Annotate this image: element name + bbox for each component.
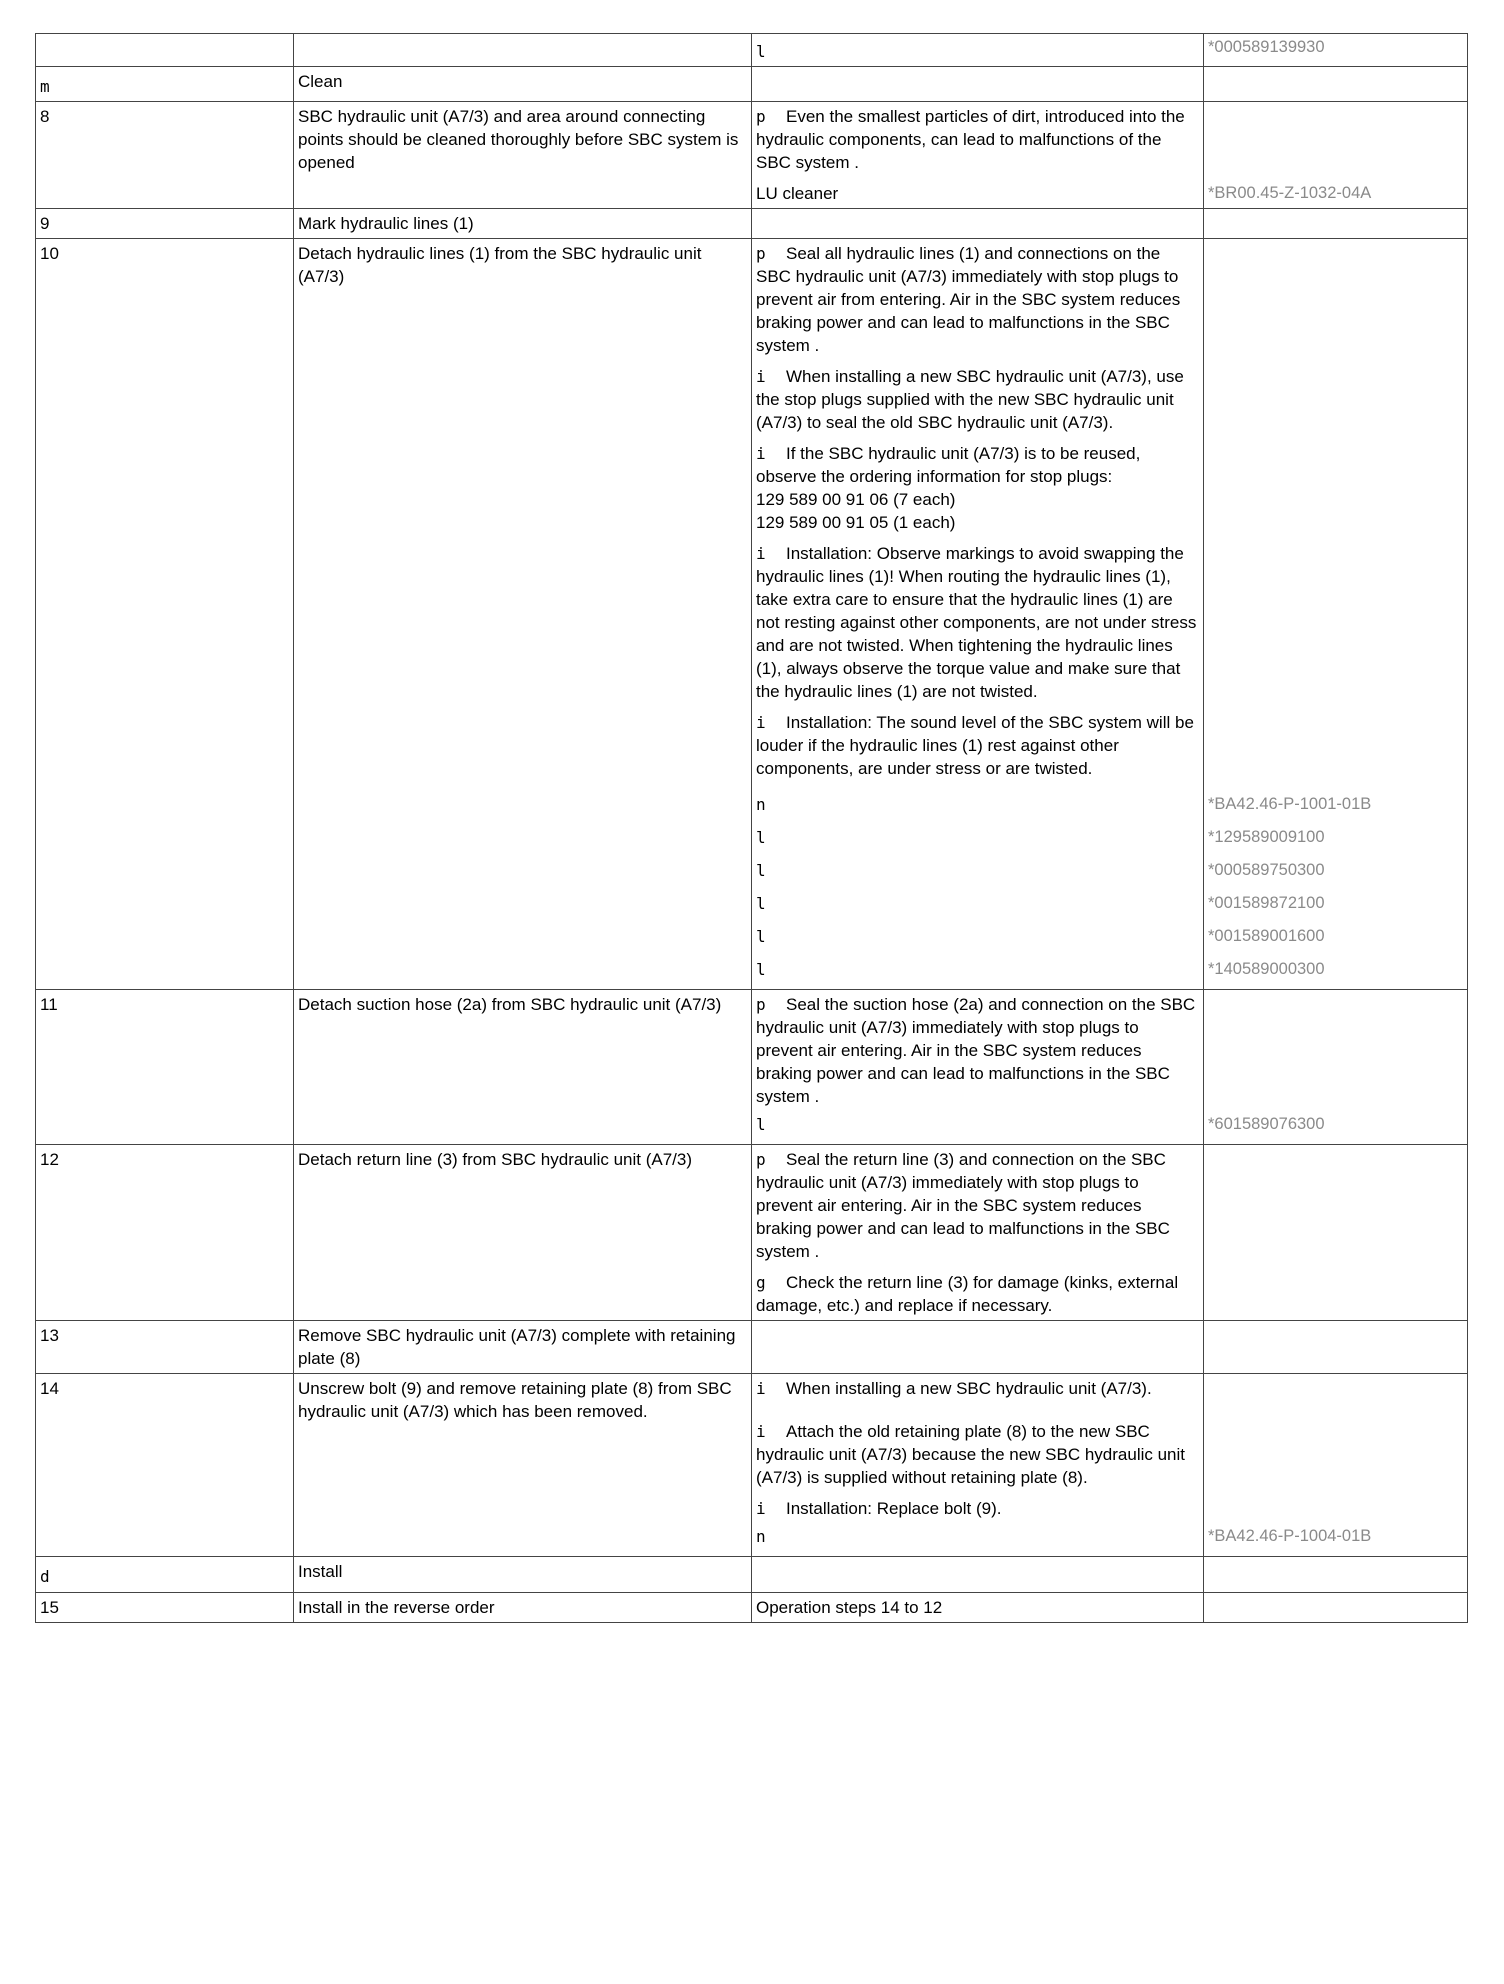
- note-paragraph: [756, 993, 1199, 1108]
- notes-cell: [752, 209, 1204, 239]
- note-symbol: i: [756, 544, 766, 563]
- tool-symbol: l: [756, 960, 766, 979]
- note-symbol: p: [756, 1150, 766, 1169]
- notes-cell: [752, 67, 1204, 102]
- notes-cell: [752, 239, 1204, 990]
- action-cell: Detach return line (3) from SBC hydraulic unit (A7/3): [294, 1145, 752, 1321]
- reference-code: *000589139930: [1208, 38, 1325, 56]
- note-paragraph: [756, 105, 1199, 174]
- ref-cell: [1204, 1321, 1468, 1374]
- ref-cell: [1204, 67, 1468, 102]
- note-text: When installing a new SBC hydraulic unit (A7/3), use the stop plugs supplied with the new SBC hydraulic unit (A7/3) to seal the old SBC hydraulic unit (A7/3).: [756, 367, 1184, 432]
- step-cell: 10: [36, 239, 294, 990]
- reference-code: *BR00.45-Z-1032-04A: [1208, 184, 1372, 202]
- reference-code: *BA42.46-P-1004-01B: [1208, 1527, 1372, 1545]
- note-paragraph: [756, 542, 1199, 703]
- reference-code: *001589872100: [1208, 894, 1325, 912]
- notes-cell: [752, 990, 1204, 1145]
- ref-cell: [1204, 102, 1468, 209]
- note-text: When installing a new SBC hydraulic unit (A7/3).: [786, 1379, 1152, 1398]
- reference-code: *601589076300: [1208, 1115, 1325, 1133]
- step-cell: 8: [36, 102, 294, 209]
- note-line: 129 589 00 91 06 (7 each): [756, 490, 956, 509]
- procedure-page: [35, 33, 1467, 1623]
- ref-cell: [1204, 1145, 1468, 1321]
- note-symbol: i: [756, 1379, 766, 1398]
- note-text: Seal the return line (3) and connection on the SBC hydraulic unit (A7/3) immediately with stop plugs to prevent air entering. Air in the SBC system reduces braking power and can lead to malfunctions in the SBC system .: [756, 1150, 1170, 1261]
- action-cell: Clean: [294, 67, 752, 102]
- tool-row: [756, 887, 1199, 920]
- action-cell: Unscrew bolt (9) and remove retaining plate (8) from SBC hydraulic unit (A7/3) which has been removed.: [294, 1374, 752, 1557]
- note-paragraph: [756, 242, 1199, 357]
- table-row: [36, 1374, 1468, 1557]
- step-cell: 11: [36, 990, 294, 1145]
- ref-cell: [1204, 1374, 1468, 1557]
- tool-symbol: n: [756, 795, 766, 814]
- step-cell: 13: [36, 1321, 294, 1374]
- note-line: 129 589 00 91 05 (1 each): [756, 513, 956, 532]
- action-cell: Install: [294, 1557, 752, 1593]
- note-paragraph: [756, 1420, 1199, 1489]
- ref-cell: [1204, 990, 1468, 1145]
- action-cell: Remove SBC hydraulic unit (A7/3) complete with retaining plate (8): [294, 1321, 752, 1374]
- tool-symbol: l: [756, 42, 766, 61]
- table-row: [36, 1557, 1468, 1593]
- reference-code: *000589750300: [1208, 861, 1325, 879]
- action-cell: SBC hydraulic unit (A7/3) and area around connecting points should be cleaned thoroughly before SBC system is opened: [294, 102, 752, 209]
- note-symbol: g: [756, 1273, 766, 1292]
- note-line: LU cleaner: [756, 184, 839, 203]
- step-cell: [36, 67, 294, 102]
- ref-cell: [1204, 1557, 1468, 1593]
- ref-cell: [1204, 34, 1468, 67]
- notes-cell: Operation steps 14 to 12: [752, 1593, 1204, 1623]
- tool-symbol: l: [756, 861, 766, 880]
- table-row: [36, 990, 1468, 1145]
- notes-cell: [752, 102, 1204, 209]
- note-symbol: p: [756, 107, 766, 126]
- reference-code: *129589009100: [1208, 828, 1325, 846]
- notes-cell: [752, 1557, 1204, 1593]
- note-text: Installation: Replace bolt (9).: [786, 1499, 1002, 1518]
- section-symbol: d: [40, 1567, 50, 1586]
- note-symbol: p: [756, 995, 766, 1014]
- note-symbol: p: [756, 244, 766, 263]
- reference-code: *001589001600: [1208, 927, 1325, 945]
- notes-cell: [752, 1374, 1204, 1557]
- tool-row: [756, 953, 1199, 986]
- action-cell: Detach hydraulic lines (1) from the SBC hydraulic unit (A7/3): [294, 239, 752, 990]
- tool-row: [756, 1108, 1199, 1141]
- tool-symbol: n: [756, 1527, 766, 1546]
- notes-cell: [752, 1321, 1204, 1374]
- tool-row: [756, 788, 1199, 821]
- table-row: [36, 34, 1468, 67]
- note-paragraph: [756, 1377, 1199, 1400]
- note-text: If the SBC hydraulic unit (A7/3) is to be reused, observe the ordering information for stop plugs:: [756, 444, 1141, 486]
- notes-cell: [752, 34, 1204, 67]
- note-symbol: i: [756, 1499, 766, 1518]
- reference-code: *140589000300: [1208, 960, 1325, 978]
- tool-symbol: l: [756, 828, 766, 847]
- note-text: Seal the suction hose (2a) and connection on the SBC hydraulic unit (A7/3) immediately with stop plugs to prevent air entering. Air in the SBC system reduces braking power and can lead to malfunctions in the SBC system .: [756, 995, 1196, 1106]
- note-text: Seal all hydraulic lines (1) and connections on the SBC hydraulic unit (A7/3) immediately with stop plugs to prevent air from entering. Air in the SBC system reduces braking power and can lead to malfunctions in the SBC system .: [756, 244, 1181, 355]
- note-symbol: i: [756, 1422, 766, 1441]
- note-symbol: i: [756, 444, 766, 463]
- note-symbol: i: [756, 713, 766, 732]
- table-row: [36, 209, 1468, 239]
- table-row: [36, 1145, 1468, 1321]
- ref-cell: [1204, 209, 1468, 239]
- step-cell: 15: [36, 1593, 294, 1623]
- note-text: Attach the old retaining plate (8) to the new SBC hydraulic unit (A7/3) because the new SBC hydraulic unit (A7/3) is supplied without retaining plate (8).: [756, 1422, 1186, 1487]
- ref-cell: [1204, 239, 1468, 990]
- note-text: Even the smallest particles of dirt, introduced into the hydraulic components, can lead to malfunctions of the SBC system .: [756, 107, 1185, 172]
- step-cell: 14: [36, 1374, 294, 1557]
- tool-symbol: l: [756, 927, 766, 946]
- table-row: [36, 102, 1468, 209]
- ref-cell: [1204, 1593, 1468, 1623]
- table-row: [36, 1321, 1468, 1374]
- action-cell: Mark hydraulic lines (1): [294, 209, 752, 239]
- note-paragraph: [756, 1148, 1199, 1263]
- action-cell: Install in the reverse order: [294, 1593, 752, 1623]
- note-paragraph: [756, 1497, 1199, 1520]
- step-cell: 9: [36, 209, 294, 239]
- tool-symbol: l: [756, 894, 766, 913]
- tool-symbol: l: [756, 1115, 766, 1134]
- action-cell: Detach suction hose (2a) from SBC hydraulic unit (A7/3): [294, 990, 752, 1145]
- procedure-table: [35, 33, 1468, 1623]
- note-text: Installation: Observe markings to avoid swapping the hydraulic lines (1)! When routing the hydraulic lines (1), take extra care to ensure that the hydraulic lines (1) are not resting against other components, are not under stress and are not twisted. When tightening the hydraulic lines (1), always observe the torque value and make sure that the hydraulic lines (1) are not twisted.: [756, 544, 1197, 701]
- step-cell: [36, 1557, 294, 1593]
- table-row: [36, 67, 1468, 102]
- note-paragraph: [756, 711, 1199, 780]
- tool-row: [756, 854, 1199, 887]
- note-text: Check the return line (3) for damage (kinks, external damage, etc.) and replace if necessary.: [756, 1273, 1179, 1315]
- note-paragraph: [756, 365, 1199, 434]
- tool-row: [756, 920, 1199, 953]
- step-cell: [36, 34, 294, 67]
- note-paragraph: [756, 1271, 1199, 1317]
- notes-cell: [752, 1145, 1204, 1321]
- reference-code: *BA42.46-P-1001-01B: [1208, 795, 1372, 813]
- note-symbol: i: [756, 367, 766, 386]
- tool-row: [756, 821, 1199, 854]
- note-paragraph: [756, 442, 1199, 488]
- action-cell: [294, 34, 752, 67]
- section-symbol: m: [40, 77, 50, 96]
- step-cell: 12: [36, 1145, 294, 1321]
- tool-row: [756, 1520, 1199, 1553]
- table-row: [36, 239, 1468, 990]
- table-row: [36, 1593, 1468, 1623]
- note-text: Installation: The sound level of the SBC system will be louder if the hydraulic lines (1) rest against other components, are under stress or are twisted.: [756, 713, 1194, 778]
